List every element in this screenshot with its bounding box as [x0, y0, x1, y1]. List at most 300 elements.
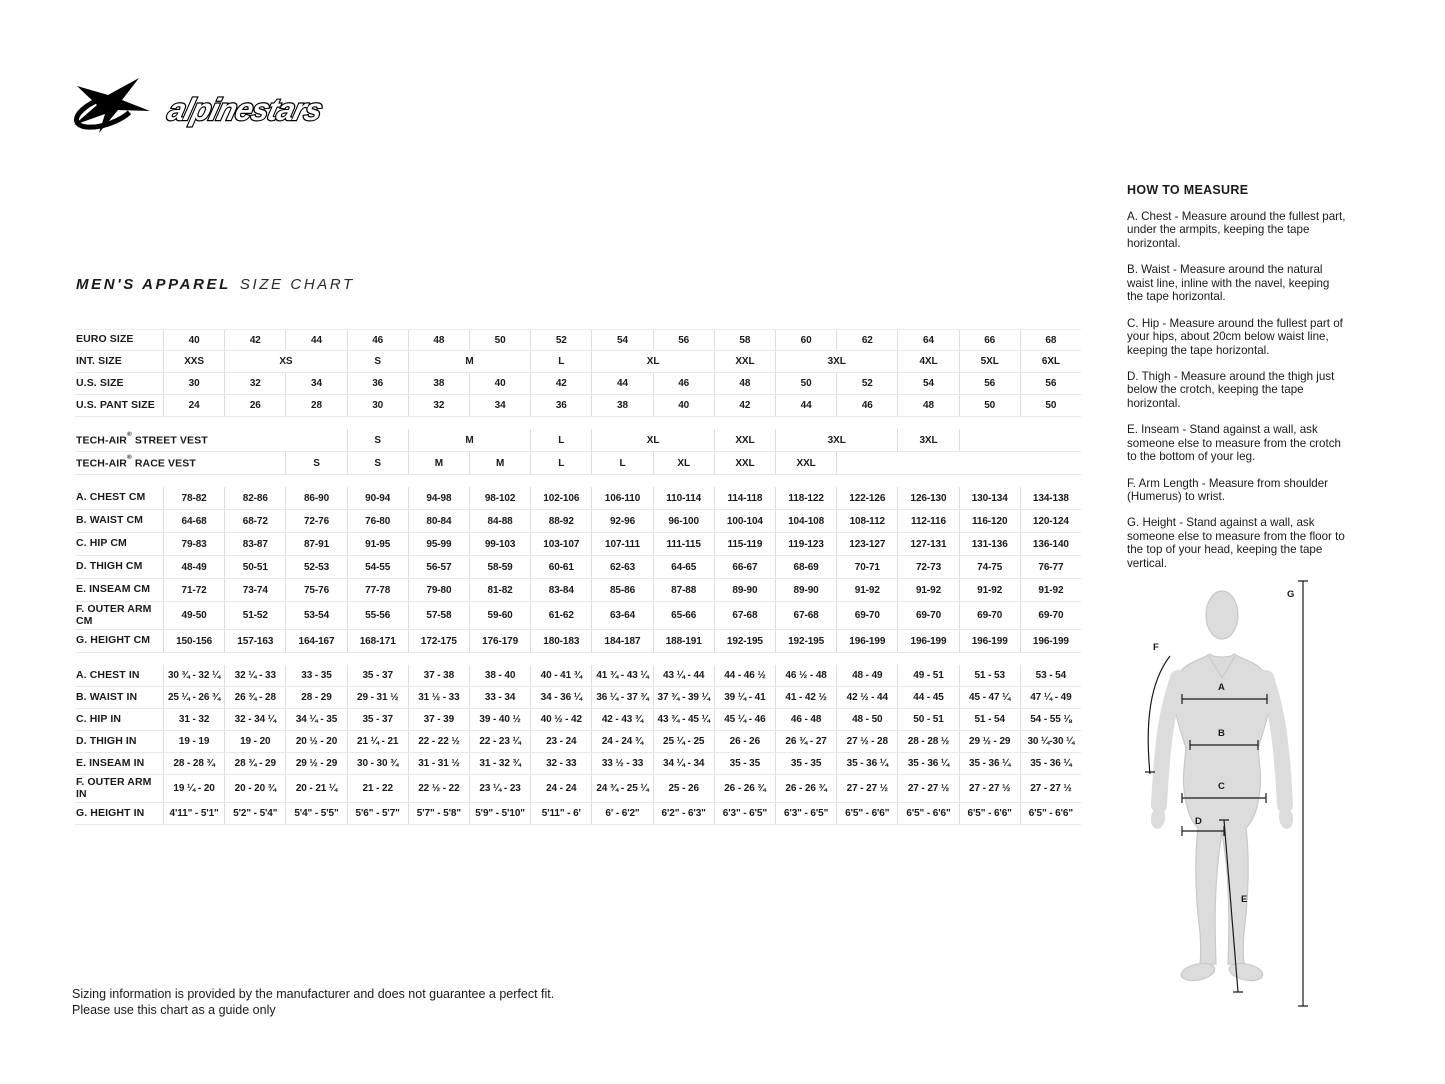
us-size-value: 54 [897, 373, 958, 394]
thigh-in-value: 26 - 26 [714, 731, 775, 752]
thigh-in-value: 22 - 23 ¼ [469, 731, 530, 752]
measure-heading: HOW TO MEASURE [1127, 183, 1249, 197]
inseam-cm-value: 85-86 [591, 579, 652, 601]
height-in-value: 5'11" - 6' [530, 803, 591, 824]
hip-cm-value: 123-127 [836, 533, 897, 555]
title-sub: SIZE CHART [239, 276, 355, 293]
int-size-value: 4XL [897, 351, 958, 372]
euro-size-value: 68 [1020, 330, 1081, 350]
height-in-value: 6'3" - 6'5" [714, 803, 775, 824]
thigh-in-value: 21 ¼ - 21 [347, 731, 408, 752]
row-label-waist-cm: B. WAIST CM [76, 514, 144, 527]
chest-cm-value: 78-82 [163, 487, 224, 509]
int-size-value: S [347, 351, 408, 372]
row-label-thigh-in: D. THIGH IN [76, 734, 137, 747]
diagram-label-arm: F [1153, 642, 1159, 653]
euro-size-value: 50 [469, 330, 530, 350]
outer-arm-cm-value: 49-50 [163, 602, 224, 629]
row-int-size [75, 351, 1081, 373]
int-size-value: M [408, 351, 530, 372]
row-label-thigh-cm: D. THIGH CM [76, 560, 143, 573]
empty-cell [959, 429, 1081, 451]
inseam-in-value: 31 - 32 ¾ [469, 753, 530, 774]
inseam-cm-value: 91-92 [959, 579, 1020, 601]
chest-in-value: 35 - 37 [347, 665, 408, 686]
row-label-outer-arm-cm: F. OUTER ARM CM [76, 603, 152, 627]
height-in-value: 6' - 6'2" [591, 803, 652, 824]
row-hip-cm [75, 533, 1081, 556]
height-cm-value: 176-179 [469, 630, 530, 652]
chest-in-value: 44 - 46 ½ [714, 665, 775, 686]
height-in-value: 6'2" - 6'3" [653, 803, 714, 824]
title-main: MEN'S APPAREL [76, 276, 231, 293]
empty-cell [163, 452, 285, 474]
inseam-in-value: 35 - 35 [714, 753, 775, 774]
row-label-int-size: INT. SIZE [76, 354, 122, 367]
us-pant-size-value: 26 [224, 395, 285, 416]
inseam-cm-value: 79-80 [408, 579, 469, 601]
hip-in-value: 43 ¾ - 45 ¼ [653, 709, 714, 730]
row-inseam-in [75, 753, 1081, 775]
thigh-cm-value: 56-57 [408, 556, 469, 578]
int-size-value: L [530, 351, 591, 372]
int-size-value: 6XL [1020, 351, 1081, 372]
row-height-cm [75, 630, 1081, 653]
chest-cm-value: 134-138 [1020, 487, 1081, 509]
hip-in-value: 31 - 32 [163, 709, 224, 730]
waist-in-value: 44 - 45 [897, 687, 958, 708]
body-silhouette-figure [1140, 572, 1315, 1020]
us-size-value: 36 [347, 373, 408, 394]
waist-cm-value: 96-100 [653, 510, 714, 532]
outer-arm-in-value: 23 ¼ - 23 [469, 775, 530, 802]
thigh-in-value: 26 ¾ - 27 [775, 731, 836, 752]
thigh-cm-value: 66-67 [714, 556, 775, 578]
outer-arm-in-value: 20 - 20 ¾ [224, 775, 285, 802]
euro-size-value: 46 [347, 330, 408, 350]
inseam-in-value: 32 - 33 [530, 753, 591, 774]
us-pant-size-value: 34 [469, 395, 530, 416]
outer-arm-in-value: 19 ¼ - 20 [163, 775, 224, 802]
us-size-value: 34 [285, 373, 346, 394]
height-in-value: 6'5" - 6'6" [959, 803, 1020, 824]
outer-arm-cm-value: 63-64 [591, 602, 652, 629]
thigh-in-value: 19 - 19 [163, 731, 224, 752]
inseam-in-value: 28 - 28 ¾ [163, 753, 224, 774]
euro-size-value: 56 [653, 330, 714, 350]
row-euro-size [75, 329, 1081, 351]
disclaimer-line-2: Please use this chart as a guide only [72, 1003, 276, 1018]
diagram-label-thigh: D [1195, 816, 1202, 827]
chest-cm-value: 122-126 [836, 487, 897, 509]
row-thigh-cm [75, 556, 1081, 579]
diagram-label-hip: C [1218, 781, 1225, 792]
us-pant-size-value: 38 [591, 395, 652, 416]
thigh-in-value: 29 ½ - 29 [959, 731, 1020, 752]
us-pant-size-value: 30 [347, 395, 408, 416]
row-us-size [75, 373, 1081, 395]
row-chest-in [75, 665, 1081, 687]
thigh-cm-value: 62-63 [591, 556, 652, 578]
hip-in-value: 37 - 39 [408, 709, 469, 730]
euro-size-value: 66 [959, 330, 1020, 350]
waist-cm-value: 68-72 [224, 510, 285, 532]
thigh-in-value: 23 - 24 [530, 731, 591, 752]
thigh-in-value: 22 - 22 ½ [408, 731, 469, 752]
row-label-chest-in: A. CHEST IN [76, 668, 140, 681]
hip-in-value: 40 ½ - 42 [530, 709, 591, 730]
hip-in-value: 48 - 50 [836, 709, 897, 730]
diagram-label-chest: A [1218, 682, 1225, 693]
waist-in-value: 39 ¼ - 41 [714, 687, 775, 708]
thigh-in-value: 27 ½ - 28 [836, 731, 897, 752]
tech-air-street-vest-value: S [347, 429, 408, 451]
tech-air-race-vest-value: S [347, 452, 408, 474]
chest-cm-value: 126-130 [897, 487, 958, 509]
registered-mark: ® [126, 430, 132, 438]
euro-size-value: 54 [591, 330, 652, 350]
height-cm-value: 168-171 [347, 630, 408, 652]
chest-cm-value: 82-86 [224, 487, 285, 509]
waist-in-value: 36 ¼ - 37 ¾ [591, 687, 652, 708]
waist-in-value: 31 ½ - 33 [408, 687, 469, 708]
hip-cm-value: 91-95 [347, 533, 408, 555]
row-tech-air-street-vest [75, 429, 1081, 452]
inseam-in-value: 35 - 35 [775, 753, 836, 774]
us-pant-size-value: 44 [775, 395, 836, 416]
outer-arm-in-value: 26 - 26 ¾ [714, 775, 775, 802]
registered-mark: ® [126, 453, 132, 461]
outer-arm-cm-value: 67-68 [714, 602, 775, 629]
int-size-value: XL [591, 351, 713, 372]
hip-cm-value: 136-140 [1020, 533, 1081, 555]
inseam-in-value: 30 - 30 ¾ [347, 753, 408, 774]
inseam-in-value: 33 ½ - 33 [591, 753, 652, 774]
euro-size-value: 58 [714, 330, 775, 350]
hip-cm-value: 103-107 [530, 533, 591, 555]
height-in-value: 6'5" - 6'6" [836, 803, 897, 824]
hip-cm-value: 99-103 [469, 533, 530, 555]
hip-cm-value: 107-111 [591, 533, 652, 555]
row-label-us-size: U.S. SIZE [76, 376, 124, 389]
empty-cell [836, 452, 1081, 474]
waist-cm-value: 104-108 [775, 510, 836, 532]
thigh-in-value: 19 - 20 [224, 731, 285, 752]
chest-cm-value: 90-94 [347, 487, 408, 509]
us-size-value: 38 [408, 373, 469, 394]
us-size-value: 52 [836, 373, 897, 394]
thigh-cm-value: 58-59 [469, 556, 530, 578]
measure-instruction-inseam: E. Inseam - Stand against a wall, ask someone else to measure from the crotch to the bottom of your leg. [1127, 423, 1341, 464]
measure-instruction-chest: A. Chest - Measure around the fullest part, under the armpits, keeping the tape horizontal. [1127, 210, 1346, 250]
row-hip-in [75, 709, 1081, 731]
row-label-hip-in: C. HIP IN [76, 712, 122, 725]
table-group-sizes [75, 329, 1081, 417]
height-in-value: 5'4" - 5'5" [285, 803, 346, 824]
height-cm-value: 184-187 [591, 630, 652, 652]
row-label-outer-arm-in: F. OUTER ARM IN [76, 776, 152, 800]
us-pant-size-value: 46 [836, 395, 897, 416]
hip-cm-value: 115-119 [714, 533, 775, 555]
tech-air-race-vest-value: L [530, 452, 591, 474]
empty-cell [163, 429, 347, 451]
tech-air-race-vest-value: M [469, 452, 530, 474]
chest-in-value: 37 - 38 [408, 665, 469, 686]
thigh-in-value: 25 ¼ - 25 [653, 731, 714, 752]
row-label-tech-air-street-vest: TECH-AIR® STREET VEST [76, 430, 208, 447]
waist-cm-value: 88-92 [530, 510, 591, 532]
outer-arm-cm-value: 65-66 [653, 602, 714, 629]
tech-air-race-vest-value: L [591, 452, 652, 474]
alpinestars-wordmark: alpinestars [164, 92, 326, 127]
table-group-vests [75, 429, 1081, 475]
row-label-inseam-cm: E. INSEAM CM [76, 583, 151, 596]
height-in-value: 5'9" - 5'10" [469, 803, 530, 824]
height-in-value: 5'7" - 5'8" [408, 803, 469, 824]
row-outer-arm-cm [75, 602, 1081, 630]
outer-arm-cm-value: 69-70 [836, 602, 897, 629]
hip-in-value: 34 ¼ - 35 [285, 709, 346, 730]
euro-size-value: 60 [775, 330, 836, 350]
table-group-in [75, 665, 1081, 825]
outer-arm-in-value: 27 - 27 ½ [1020, 775, 1081, 802]
chest-in-value: 51 - 53 [959, 665, 1020, 686]
inseam-in-value: 35 - 36 ¼ [959, 753, 1020, 774]
chest-in-value: 33 - 35 [285, 665, 346, 686]
hip-cm-value: 95-99 [408, 533, 469, 555]
alpinestars-logo [70, 76, 328, 141]
waist-in-value: 28 - 29 [285, 687, 346, 708]
row-inseam-cm [75, 579, 1081, 602]
row-thigh-in [75, 731, 1081, 753]
chest-cm-value: 110-114 [653, 487, 714, 509]
height-in-value: 4'11" - 5'1" [163, 803, 224, 824]
height-cm-value: 196-199 [836, 630, 897, 652]
row-us-pant-size [75, 395, 1081, 417]
outer-arm-in-value: 24 - 24 [530, 775, 591, 802]
thigh-cm-value: 74-75 [959, 556, 1020, 578]
row-label-tech-air-race-vest: TECH-AIR® RACE VEST [76, 453, 196, 470]
chest-cm-value: 102-106 [530, 487, 591, 509]
row-label-hip-cm: C. HIP CM [76, 537, 127, 550]
size-table [75, 329, 1081, 825]
us-size-value: 44 [591, 373, 652, 394]
outer-arm-cm-value: 57-58 [408, 602, 469, 629]
us-pant-size-value: 40 [653, 395, 714, 416]
tech-air-street-vest-value: L [530, 429, 591, 451]
inseam-cm-value: 81-82 [469, 579, 530, 601]
height-in-value: 5'6" - 5'7" [347, 803, 408, 824]
waist-cm-value: 72-76 [285, 510, 346, 532]
thigh-cm-value: 54-55 [347, 556, 408, 578]
tech-air-race-vest-value: XXL [714, 452, 775, 474]
waist-in-value: 25 ¼ - 26 ¾ [163, 687, 224, 708]
outer-arm-cm-value: 67-68 [775, 602, 836, 629]
hip-in-value: 46 - 48 [775, 709, 836, 730]
euro-size-value: 62 [836, 330, 897, 350]
thigh-cm-value: 48-49 [163, 556, 224, 578]
hip-cm-value: 119-123 [775, 533, 836, 555]
outer-arm-cm-value: 69-70 [897, 602, 958, 629]
height-in-value: 5'2" - 5'4" [224, 803, 285, 824]
chest-cm-value: 106-110 [591, 487, 652, 509]
thigh-cm-value: 52-53 [285, 556, 346, 578]
outer-arm-in-value: 26 - 26 ¾ [775, 775, 836, 802]
measure-instruction-thigh: D. Thigh - Measure around the thigh just below the crotch, keeping the tape horizontal. [1127, 369, 1335, 410]
us-pant-size-value: 50 [1020, 395, 1081, 416]
euro-size-value: 40 [163, 330, 224, 350]
row-label-euro-size: EURO SIZE [76, 333, 134, 346]
hip-cm-value: 87-91 [285, 533, 346, 555]
inseam-in-value: 35 - 36 ¼ [1020, 753, 1081, 774]
us-pant-size-value: 50 [959, 395, 1020, 416]
int-size-value: 5XL [959, 351, 1020, 372]
thigh-in-value: 28 - 28 ½ [897, 731, 958, 752]
page-title [76, 276, 355, 293]
hip-in-value: 35 - 37 [347, 709, 408, 730]
diagram-label-height: G [1287, 589, 1295, 600]
outer-arm-in-value: 20 - 21 ¼ [285, 775, 346, 802]
inseam-in-value: 34 ¼ - 34 [653, 753, 714, 774]
chest-in-value: 49 - 51 [897, 665, 958, 686]
waist-in-value: 42 ½ - 44 [836, 687, 897, 708]
tech-air-race-vest-value: M [408, 452, 469, 474]
tech-air-race-vest-value: S [285, 452, 346, 474]
thigh-in-value: 30 ¼-30 ¼ [1020, 731, 1081, 752]
waist-cm-value: 80-84 [408, 510, 469, 532]
inseam-cm-value: 91-92 [1020, 579, 1081, 601]
row-label-chest-cm: A. CHEST CM [76, 491, 146, 504]
chest-in-value: 32 ¼ - 33 [224, 665, 285, 686]
us-size-value: 40 [469, 373, 530, 394]
chest-in-value: 41 ¾ - 43 ¼ [591, 665, 652, 686]
inseam-in-value: 35 - 36 ¼ [897, 753, 958, 774]
height-cm-value: 192-195 [775, 630, 836, 652]
us-pant-size-value: 32 [408, 395, 469, 416]
hip-in-value: 42 - 43 ¾ [591, 709, 652, 730]
inseam-cm-value: 73-74 [224, 579, 285, 601]
us-size-value: 48 [714, 373, 775, 394]
waist-cm-value: 92-96 [591, 510, 652, 532]
outer-arm-in-value: 27 - 27 ½ [897, 775, 958, 802]
row-label-height-in: G. HEIGHT IN [76, 806, 145, 819]
hip-cm-value: 83-87 [224, 533, 285, 555]
waist-cm-value: 112-116 [897, 510, 958, 532]
tech-air-street-vest-value: 3XL [775, 429, 897, 451]
outer-arm-cm-value: 51-52 [224, 602, 285, 629]
us-pant-size-value: 48 [897, 395, 958, 416]
waist-in-value: 37 ¾ - 39 ¼ [653, 687, 714, 708]
int-size-value: XXS [163, 351, 224, 372]
height-cm-value: 180-183 [530, 630, 591, 652]
thigh-cm-value: 72-73 [897, 556, 958, 578]
measure-instruction-hip: C. Hip - Measure around the fullest part of your hips, about 20cm below waist line, keeping the tape horizontal. [1127, 316, 1343, 357]
hip-in-value: 45 ¼ - 46 [714, 709, 775, 730]
hip-in-value: 32 - 34 ¼ [224, 709, 285, 730]
inseam-in-value: 31 - 31 ½ [408, 753, 469, 774]
int-size-value: XXL [714, 351, 775, 372]
chest-in-value: 48 - 49 [836, 665, 897, 686]
height-in-value: 6'3" - 6'5" [775, 803, 836, 824]
inseam-cm-value: 77-78 [347, 579, 408, 601]
outer-arm-in-value: 22 ½ - 22 [408, 775, 469, 802]
outer-arm-in-value: 21 - 22 [347, 775, 408, 802]
us-size-value: 30 [163, 373, 224, 394]
chest-cm-value: 86-90 [285, 487, 346, 509]
measure-instruction-waist: B. Waist - Measure around the natural waist line, inline with the navel, keeping the tape horizontal. [1127, 263, 1330, 304]
inseam-cm-value: 91-92 [836, 579, 897, 601]
thigh-cm-value: 50-51 [224, 556, 285, 578]
chest-in-value: 30 ¾ - 32 ¼ [163, 665, 224, 686]
us-size-value: 46 [653, 373, 714, 394]
chest-in-value: 53 - 54 [1020, 665, 1081, 686]
row-waist-cm [75, 510, 1081, 533]
outer-arm-cm-value: 53-54 [285, 602, 346, 629]
chest-in-value: 46 ½ - 48 [775, 665, 836, 686]
inseam-cm-value: 75-76 [285, 579, 346, 601]
outer-arm-in-value: 27 - 27 ½ [836, 775, 897, 802]
hip-cm-value: 127-131 [897, 533, 958, 555]
outer-arm-cm-value: 61-62 [530, 602, 591, 629]
chest-cm-value: 114-118 [714, 487, 775, 509]
inseam-cm-value: 91-92 [897, 579, 958, 601]
row-label-inseam-in: E. INSEAM IN [76, 756, 145, 769]
height-in-value: 6'5" - 6'6" [897, 803, 958, 824]
body-measurement-diagram [1140, 572, 1315, 1025]
waist-cm-value: 108-112 [836, 510, 897, 532]
waist-cm-value: 84-88 [469, 510, 530, 532]
height-cm-value: 164-167 [285, 630, 346, 652]
us-size-value: 56 [959, 373, 1020, 394]
tech-air-street-vest-value: 3XL [897, 429, 958, 451]
height-cm-value: 172-175 [408, 630, 469, 652]
hip-in-value: 54 - 55 ⅛ [1020, 709, 1081, 730]
inseam-in-value: 35 - 36 ¼ [836, 753, 897, 774]
disclaimer-line-1: Sizing information is provided by the manufacturer and does not guarantee a perfect fit. [72, 987, 555, 1001]
row-height-in [75, 803, 1081, 825]
us-pant-size-value: 42 [714, 395, 775, 416]
thigh-cm-value: 76-77 [1020, 556, 1081, 578]
row-chest-cm [75, 487, 1081, 510]
inseam-cm-value: 83-84 [530, 579, 591, 601]
row-waist-in [75, 687, 1081, 709]
height-cm-value: 196-199 [897, 630, 958, 652]
outer-arm-in-value: 27 - 27 ½ [959, 775, 1020, 802]
waist-in-value: 33 - 34 [469, 687, 530, 708]
tech-air-street-vest-value: XL [591, 429, 713, 451]
us-size-value: 42 [530, 373, 591, 394]
us-size-value: 32 [224, 373, 285, 394]
disclaimer [72, 986, 554, 1019]
hip-in-value: 51 - 54 [959, 709, 1020, 730]
us-pant-size-value: 36 [530, 395, 591, 416]
height-in-value: 6'5" - 6'6" [1020, 803, 1081, 824]
height-cm-value: 150-156 [163, 630, 224, 652]
table-group-cm [75, 487, 1081, 653]
us-pant-size-value: 28 [285, 395, 346, 416]
waist-cm-value: 76-80 [347, 510, 408, 532]
outer-arm-in-value: 24 ¾ - 25 ¼ [591, 775, 652, 802]
outer-arm-cm-value: 69-70 [959, 602, 1020, 629]
waist-in-value: 26 ¾ - 28 [224, 687, 285, 708]
hip-cm-value: 111-115 [653, 533, 714, 555]
waist-cm-value: 120-124 [1020, 510, 1081, 532]
row-label-waist-in: B. WAIST IN [76, 690, 138, 703]
height-cm-value: 192-195 [714, 630, 775, 652]
thigh-cm-value: 70-71 [836, 556, 897, 578]
inseam-cm-value: 87-88 [653, 579, 714, 601]
height-cm-value: 157-163 [224, 630, 285, 652]
